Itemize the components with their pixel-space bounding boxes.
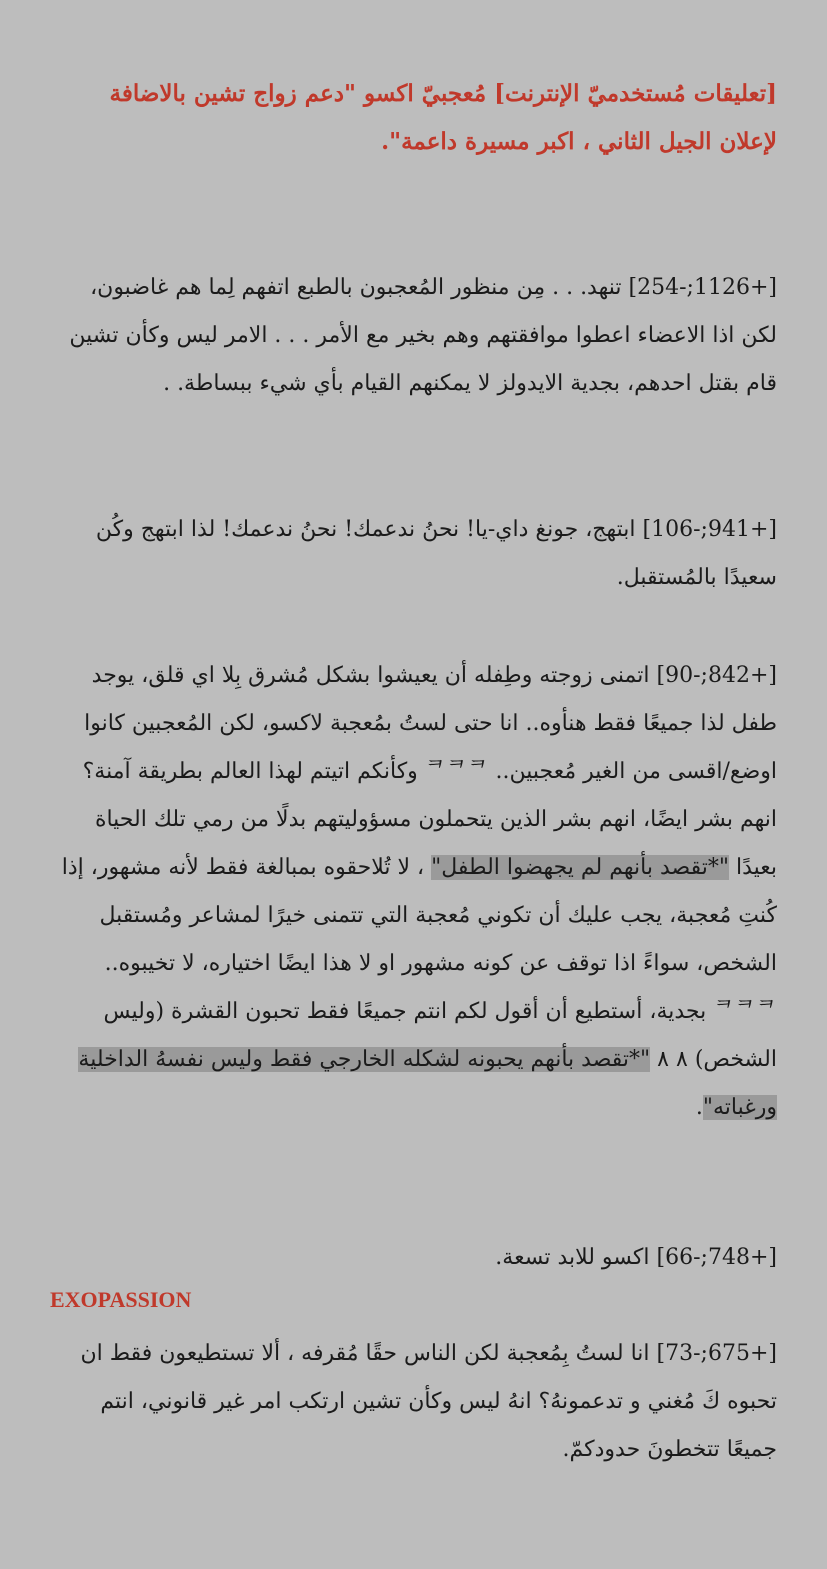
comment-5-score: [+675;-73] <box>656 1341 777 1366</box>
comment-3-text-part-2: ، لا تُلاحقوه بمبالغة فقط لأنه مشهور، إذا كُنتِ مُعجبة، يجب عليك أن تكوني مُعجبة التي تتمنى خيرًا لمشاعر ومُستقبل الشخص، سواءً اذا توقف عن كونه مشهور او لا هذا ايضًا اختياره، لا تخيبوه.. ᄏᄏᄏ بجدية، أستطيع أن أقول لكم انتم جميعًا فقط تحبون القشرة (وليس الشخص) ٨ ٨ <box>61 855 777 1072</box>
comment-3-score: [+842;-90] <box>656 663 777 688</box>
comment-4-score: [+748;-66] <box>656 1245 777 1270</box>
comment-4-text: اكسو للابد تسعة. <box>495 1245 650 1270</box>
comment-3-translator-note-1: "*تقصد بأنهم لم يجهضوا الطفل" <box>431 855 729 880</box>
comment-3-text-part-1: اتمنى زوجته وطِفله أن يعيشوا بشكل مُشرق بِلا اي قلق، يوجد طفل لذا جميعًا فقط هنأوه.. انا حتى لستُ بمُعجبة لاكسو، لكن المُعجبين كانوا اوضع/اقسى من الغير مُعجبين.. ᄏᄏᄏ وكأنكم اتيتم لهذا العالم بطريقة آمنة؟ انهم بشر ايضًا، انهم بشر الذين يتحملون مسؤوليتهم بدلًا من رمي تلك الحياة بعيدًا <box>82 663 777 880</box>
comment-5-author: EXOPASSION <box>50 1287 192 1312</box>
comment-1 <box>50 264 777 408</box>
comment-5 <box>50 1330 777 1474</box>
article-title: [تعليقات مُستخدميّ الإنترنت] مُعجبيّ اكسو "دعم زواج تشين بالاضافة لإعلان الجيل الثاني ، اكبر مسيرة داعمة". <box>109 80 777 155</box>
comment-3 <box>50 652 777 1132</box>
comment-3-text-part-3: . <box>695 1095 703 1120</box>
comment-2-score: [+941;-106] <box>642 517 777 542</box>
comment-2 <box>50 506 777 602</box>
comment-1-text: تنهد. . . مِن منظور المُعجبون بالطبع اتفهم لِما هم غاضبون، لكن اذا الاعضاء اعطوا موافقتهم وهم بخير مع الأمر . . . الامر ليس وكأن تشين قام بقتل احدهم، بجدية الايدولز لا يمكنهم القيام بأي شيء ببساطة. . <box>69 275 777 396</box>
comment-5-text: انا لستُ بِمُعجبة لكن الناس حقًا مُقرفه ، ألا تستطيعون فقط ان تحبوه كَ مُغني و تدعمونهُ؟ انهُ ليس وكأن تشين ارتكب امر غير قانوني، انتم جميعًا تتخطونَ حدودكمّ. <box>80 1341 777 1462</box>
comment-3-translator-note-2: "*تقصد بأنهم يحبونه لشكله الخارجي فقط وليس نفسهُ الداخلية ورغباته" <box>78 1047 777 1120</box>
comment-2-text: ابتهج، جونغ داي-يا! نحنُ ندعمك! نحنُ ندعمك! لذا ابتهج وكُن سعيدًا بالمُستقبل. <box>95 517 777 590</box>
comment-1-score: [+1126;-254] <box>628 275 777 300</box>
comment-4 <box>50 1234 777 1282</box>
